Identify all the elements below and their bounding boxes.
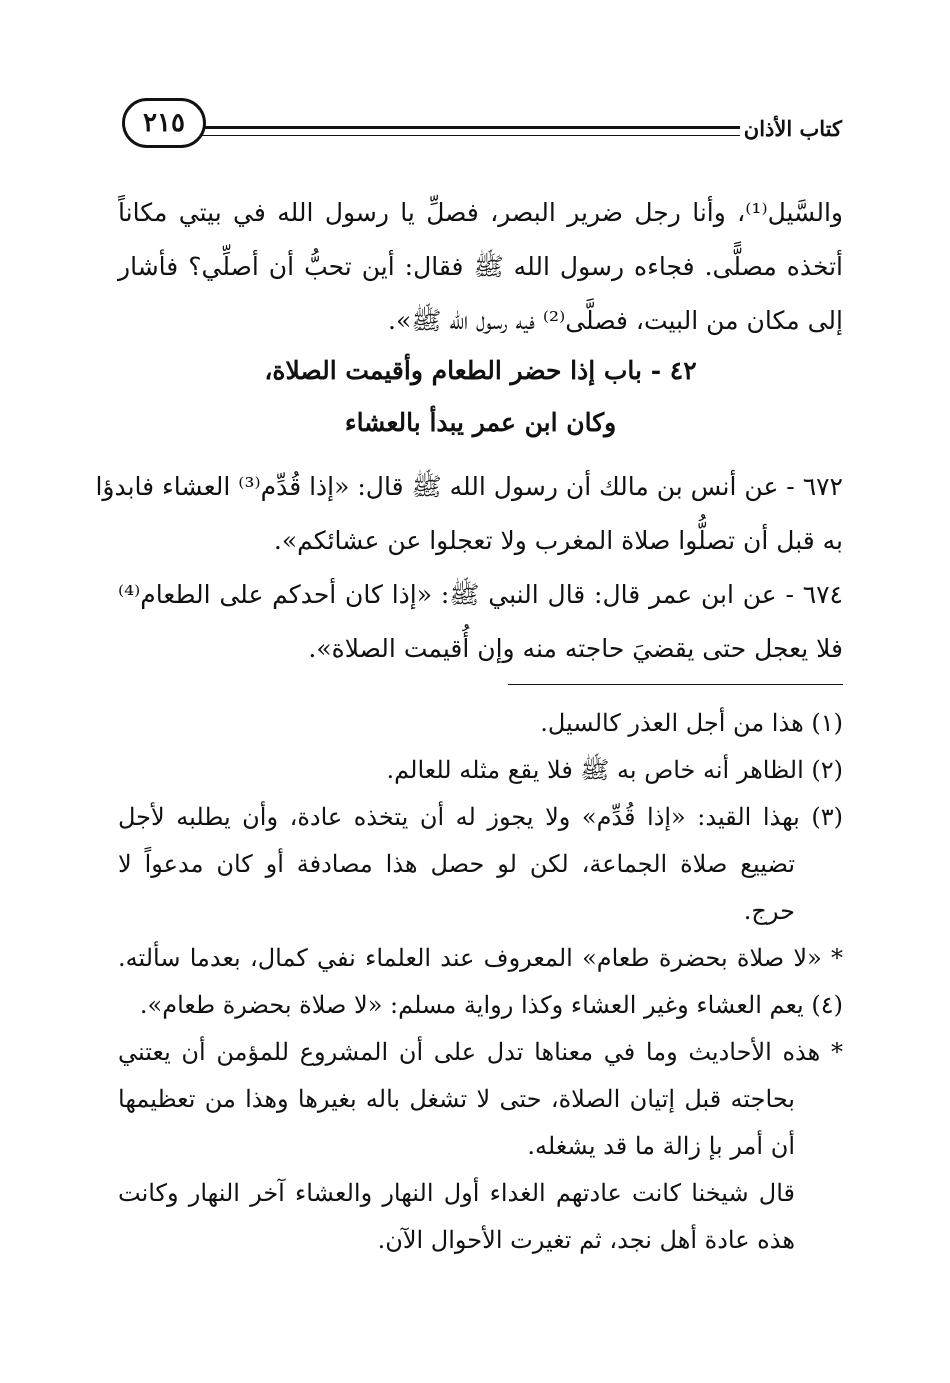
chapter-title: ٤٢ - باب إذا حضر الطعام وأقيمت الصلاة، <box>264 356 697 385</box>
hadith-line: فلا يعجل حتى يقضيَ حاجته منه وإن أُقيمت الصلاة». <box>308 634 843 663</box>
footnote-separator <box>508 684 843 685</box>
text-line: أتخذه مصلًّى. فجاءه رسول الله ﷺ فقال: أين تحبُّ أن أصلِّي؟ فأشار <box>118 252 843 281</box>
footnote-line: قال شيخنا كانت عادتهم الغداء أول النهار والعشاء آخر النهار وكانت <box>118 1179 795 1207</box>
page-header <box>122 96 842 166</box>
footnote-line: أن أمر بإ زالة ما قد يشغله. <box>527 1132 795 1160</box>
footnote-line: (٣) بهذا القيد: «إذا قُدِّم» ولا يجوز له أن يتخذه عادة، وأن يطلبه لأجل <box>118 803 843 831</box>
main-text <box>118 186 843 348</box>
footnotes <box>118 700 843 1264</box>
footnote-line: * «لا صلاة بحضرة طعام» المعروف عند العلماء نفي كمال، بعدما سألته. <box>118 944 843 972</box>
header-rule <box>200 126 740 136</box>
text-line: والسَّيل⁽¹⁾، وأنا رجل ضرير البصر، فصلِّ يا رسول الله في بيتي مكاناً <box>118 198 843 227</box>
chapter-subtitle: وكان ابن عمر يبدأ بالعشاء <box>344 408 617 437</box>
footnote-line: هذه عادة أهل نجد، ثم تغيرت الأحوال الآن. <box>377 1226 795 1254</box>
footnote-line: بحاجته قبل إتيان الصلاة، حتى لا تشغل باله بغيرها وهذا من تعظيمها <box>118 1085 795 1113</box>
footnote-line: (١) هذا من أجل العذر كالسيل. <box>540 709 843 737</box>
page-number: ٢١٥ <box>143 108 185 138</box>
footnote-line: حرج. <box>743 897 795 925</box>
book-title: كتاب الأذان <box>743 116 842 141</box>
footnote-line: تضييع صلاة الجماعة، لكن لو حصل هذا مصادفة أو كان مدعواً لا <box>118 850 796 878</box>
hadith-block <box>95 460 843 676</box>
hadith-line: ٦٧٢ - عن أنس بن مالك أن رسول الله ﷺ قال: «إذا قُدِّم⁽³⁾ العشاء فابدؤا <box>95 472 843 501</box>
text-line: إلى مكان من البيت، فصلَّى⁽²⁾ فيه رسول الله ﷺ». <box>388 306 843 335</box>
footnote-line: (٢) الظاهر أنه خاص به ﷺ فلا يقع مثله للعالم. <box>386 756 843 784</box>
page-number-badge <box>122 98 206 148</box>
footnote-line: (٤) يعم العشاء وغير العشاء وكذا رواية مسلم: «لا صلاة بحضرة طعام». <box>139 991 843 1019</box>
hadith-line: ٦٧٤ - عن ابن عمر قال: قال النبي ﷺ: «إذا كان أحدكم على الطعام⁽⁴⁾ <box>118 580 843 609</box>
hadith-line: به قبل أن تصلُّوا صلاة المغرب ولا تعجلوا عن عشائكم». <box>273 526 843 555</box>
footnote-line: * هذه الأحاديث وما في معناها تدل على أن المشروع للمؤمن أن يعتني <box>118 1038 843 1066</box>
